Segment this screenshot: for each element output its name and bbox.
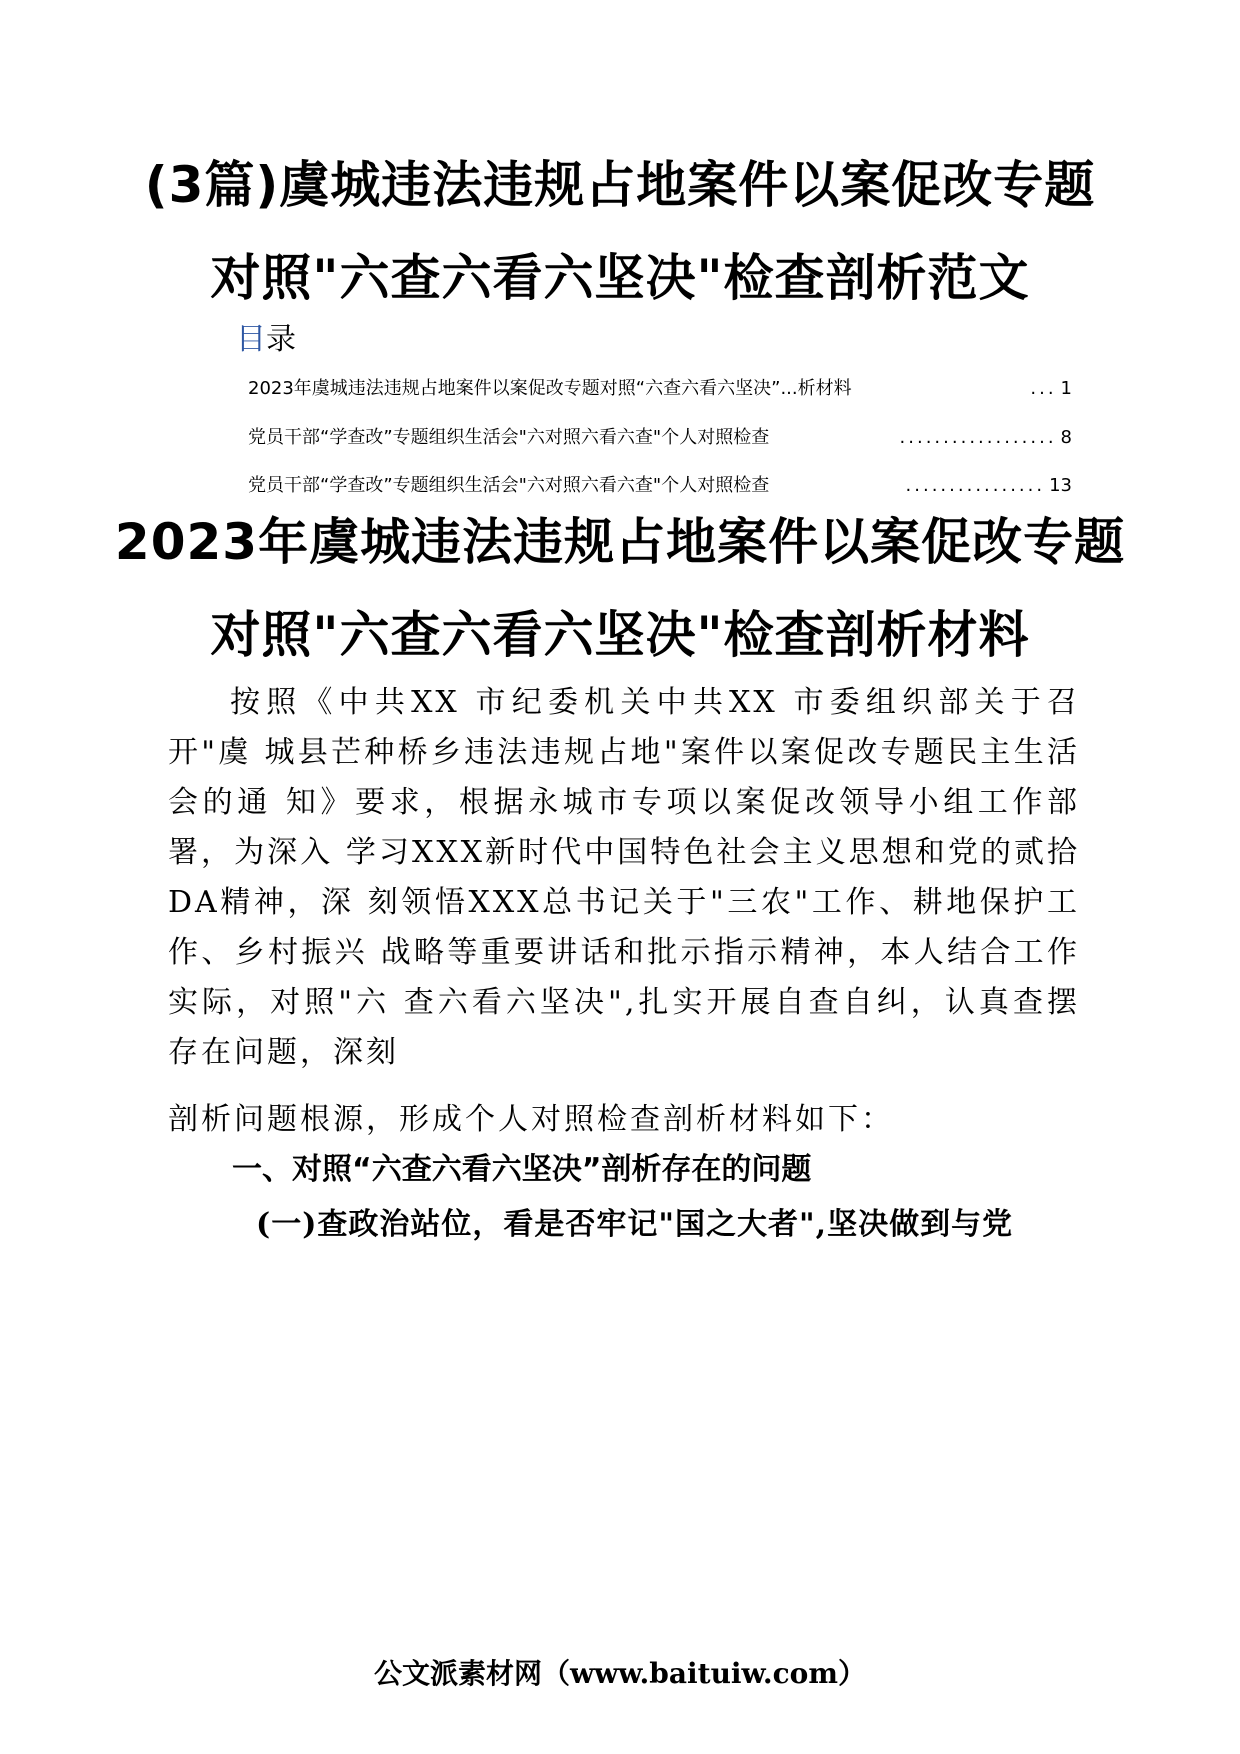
toc-heading bbox=[236, 320, 296, 360]
footer-watermark: 公文派素材网（www.baituiw.com） bbox=[374, 1657, 866, 1690]
toc-leader-dots: ................ bbox=[905, 475, 1046, 496]
toc-item-1[interactable] bbox=[248, 376, 1072, 402]
subsection-heading-1: (一)查政治站位，看是否牢记"国之大者",坚决做到与党 bbox=[256, 1207, 1014, 1242]
body-paragraph-1: 按照《中共XX 市纪委机关中共XX 市委组织部关于召开"虞 城县芒种桥乡违法违规占地"案件以案促改专题民主生活会的通 知》要求，根据永城市专项以案促改领导小组工作部署，为深入 学习XXX新时代中国特色社会主义思想和党的贰拾DA精神，深 刻领悟XXX总书记关于"三农"工作、耕地保护工作、乡村振兴 战略等重要讲话和批示指示精神，本人结合工作实际，对照"六 查六看六坚决",扎实开展自查自纠，认真查摆存在问题，深刻 bbox=[168, 685, 1080, 1070]
toc-item-text: 党员干部“学查改”专题组织生活会"六对照六看六查"个人对照检查 bbox=[248, 427, 770, 448]
toc-heading-first-char: 目 bbox=[236, 322, 266, 357]
section-title-line-1: 2023年虞城违法违规占地案件以案促改专题 bbox=[114, 513, 1126, 571]
toc-page-number: 8 bbox=[1060, 427, 1072, 448]
toc-leader-dots: ... bbox=[1030, 378, 1057, 399]
toc-item-text: 2023年虞城违法违规占地案件以案促改专题对照“六查六看六坚决”...析材料 bbox=[248, 378, 852, 399]
toc-page-number: 13 bbox=[1049, 475, 1072, 496]
toc-leader-dots: .................. bbox=[899, 427, 1057, 448]
toc-item-text: 党员干部“学查改”专题组织生活会"六对照六看六查"个人对照检查 bbox=[248, 475, 770, 496]
body-paragraph-2: 剖析问题根源，形成个人对照检查剖析材料如下： bbox=[168, 1102, 894, 1137]
document-title-line-2: 对照"六查六看六坚决"检查剖析范文 bbox=[210, 249, 1030, 307]
toc-item-3[interactable] bbox=[248, 473, 1072, 499]
toc-item-2[interactable] bbox=[248, 425, 1072, 451]
section-title-line-2: 对照"六查六看六坚决"检查剖析材料 bbox=[210, 606, 1030, 664]
toc-page-number: 1 bbox=[1060, 378, 1072, 399]
document-title-line-1: (3篇)虞城违法违规占地案件以案促改专题 bbox=[144, 156, 1096, 214]
toc-heading-rest: 录 bbox=[266, 322, 296, 357]
section-heading-1: 一、对照“六查六看六坚决”剖析存在的问题 bbox=[232, 1152, 812, 1187]
